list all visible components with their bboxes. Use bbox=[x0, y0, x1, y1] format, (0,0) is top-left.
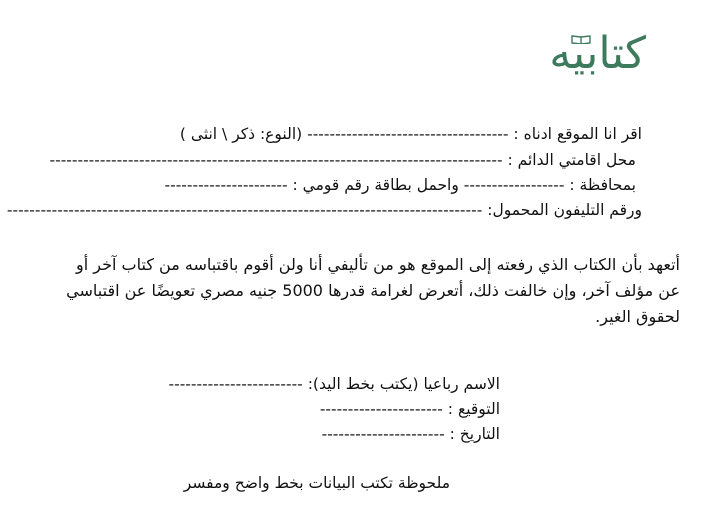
field-label: اقر انا الموقع ادناه : bbox=[513, 125, 642, 143]
blank-line: ------------------------------------------------------------------------------------- bbox=[6, 201, 483, 219]
national-id-label: واحمل بطاقة رقم قومي : bbox=[292, 176, 459, 194]
blank-line: ---------------------- bbox=[164, 176, 288, 194]
signature-name bbox=[169, 372, 500, 396]
field-label: ورقم التليفون المحمول: bbox=[487, 201, 642, 219]
field-residence bbox=[50, 148, 636, 172]
field-governorate-id bbox=[165, 173, 636, 197]
signature-sign bbox=[320, 397, 500, 421]
footnote: ملحوظة تكتب البيانات بخط واضح ومفسر bbox=[183, 474, 450, 492]
gender-option: (النوع: ذكر \ انثى ) bbox=[179, 125, 303, 143]
blank-line: ------------------------ bbox=[168, 375, 303, 393]
signature-date bbox=[322, 422, 500, 446]
logo-text: كتابيه bbox=[549, 28, 646, 79]
site-logo bbox=[549, 28, 646, 80]
field-name-gender bbox=[180, 122, 642, 146]
pledge-paragraph: أتعهد بأن الكتاب الذي رفعته إلى الموقع هو من تأليفي أنا ولن أقوم باقتباسه من كتاب آخر أو عن مؤلف آخر، وإن خالفت ذلك، أتعرض لغرامة قدرها 5000 جنيه مصري تعويضًا عن اقتباسي لحقوق الغير. bbox=[66, 255, 680, 326]
blank-line: --------------------------------------------------------------------------------- bbox=[49, 151, 503, 169]
field-label: التوقيع : bbox=[447, 400, 500, 418]
field-mobile bbox=[7, 198, 642, 222]
blank-line: ------------------------------------ bbox=[307, 125, 509, 143]
field-label: محل اقامتي الدائم : bbox=[507, 151, 636, 169]
book-icon bbox=[571, 34, 591, 44]
blank-line: ---------------------- bbox=[319, 400, 443, 418]
blank-line: ---------------------- bbox=[321, 425, 445, 443]
field-label: بمحافظة : bbox=[569, 176, 636, 194]
blank-line: ------------------ bbox=[463, 176, 565, 194]
field-label: الاسم رباعيا (يكتب بخط اليد): bbox=[307, 375, 500, 393]
field-label: التاريخ : bbox=[449, 425, 500, 443]
